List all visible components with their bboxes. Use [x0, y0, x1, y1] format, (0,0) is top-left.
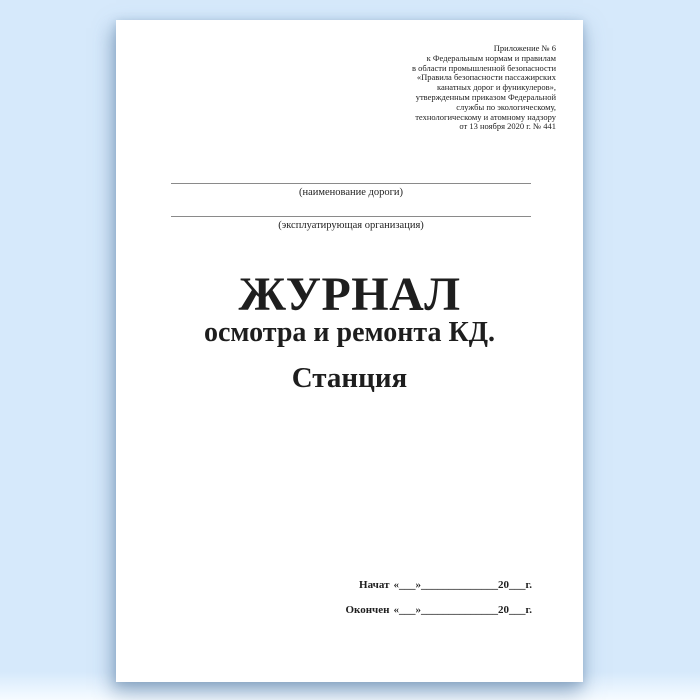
finished-blank: «___»______________20___г. — [393, 604, 532, 616]
finished-label: Окончен — [345, 604, 390, 616]
appendix-note — [412, 44, 556, 132]
operating-organization-field — [171, 216, 531, 232]
title-block — [116, 268, 583, 394]
section-title: Станция — [291, 362, 408, 394]
journal-subtitle: осмотра и ремонта КД. — [203, 317, 496, 348]
appendix-note-line: канатных дорог и фуникулеров», — [436, 82, 556, 93]
dates-block — [345, 573, 532, 623]
field-caption-organization: (эксплуатирующая организация) — [278, 220, 424, 231]
started-label: Начат — [359, 579, 390, 591]
started-blank: «___»______________20___г. — [393, 579, 532, 591]
appendix-note-line: к Федеральным нормам и правилам — [426, 52, 556, 63]
appendix-note-line: службы по экологическому, — [456, 101, 556, 112]
appendix-note-line: технологическому и атомному надзору — [415, 111, 556, 122]
date-row-started — [345, 573, 532, 598]
date-row-finished — [345, 598, 532, 623]
journal-cover-page — [116, 20, 583, 682]
appendix-note-line: «Правила безопасности пассажирских — [416, 72, 556, 83]
journal-title: ЖУРНАЛ — [238, 268, 461, 321]
road-name-field — [171, 183, 531, 199]
appendix-note-line: Приложение № 6 — [493, 43, 556, 53]
appendix-note-line: в области промышленной безопасности — [411, 62, 556, 73]
appendix-note-line: от 13 ноября 2020 г. № 441 — [459, 121, 556, 132]
field-caption-road: (наименование дороги) — [298, 187, 404, 198]
appendix-note-line: утвержденным приказом Федеральной — [415, 91, 556, 102]
